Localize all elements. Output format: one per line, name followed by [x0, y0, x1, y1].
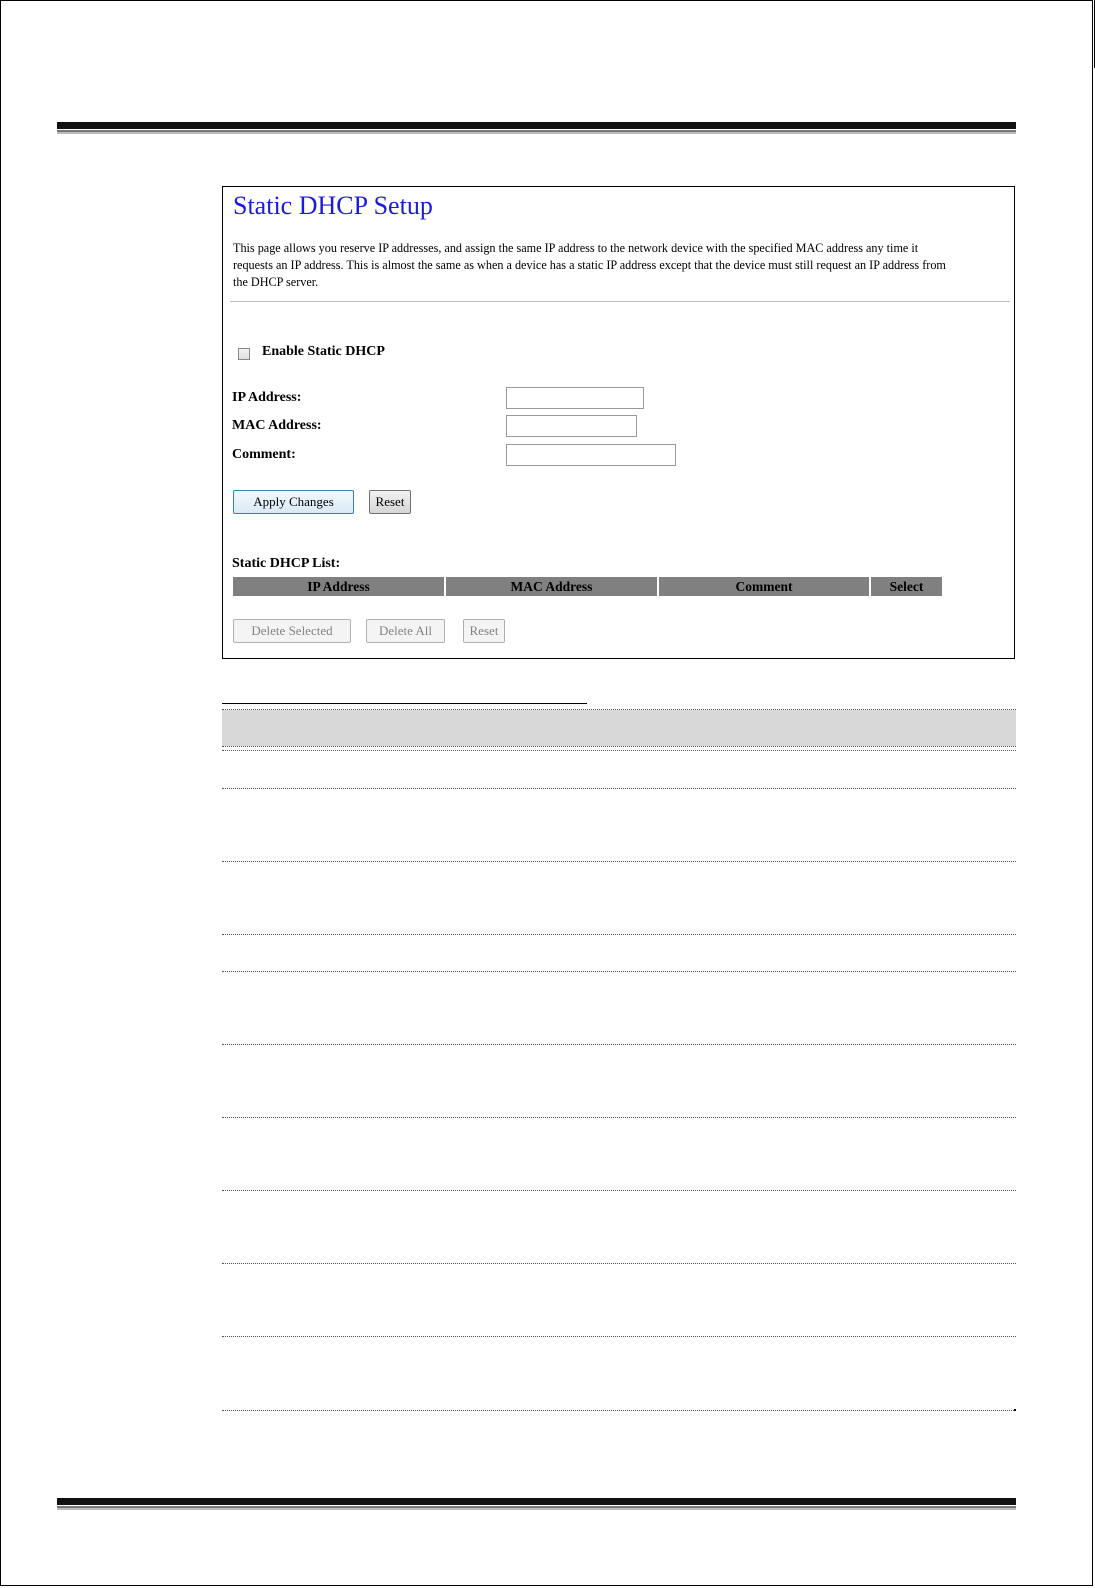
- header-rule: [57, 122, 1016, 134]
- table-rule: [222, 746, 1016, 747]
- mac-address-input[interactable]: [506, 415, 637, 437]
- page-description: [233, 240, 1008, 291]
- table-rule: [222, 971, 1016, 972]
- mac-address-label: MAC Address:: [232, 418, 322, 433]
- apply-changes-button[interactable]: Apply Changes: [233, 490, 354, 514]
- enable-static-dhcp-label: Enable Static DHCP: [262, 344, 385, 359]
- description-line: requests an IP address. This is almost the same as when a device has a static IP address except that the device must still request an IP address from: [233, 258, 946, 272]
- description-line: This page allows you reserve IP addresses, and assign the same IP address to the network device with the specified MAC address any time it: [233, 241, 919, 255]
- list-reset-button[interactable]: Reset: [463, 619, 505, 643]
- table-rule: [222, 1336, 1016, 1337]
- static-dhcp-panel: [222, 186, 1015, 659]
- table-rule: [222, 861, 1016, 862]
- ip-address-label: IP Address:: [232, 390, 302, 405]
- delete-all-button[interactable]: Delete All: [366, 619, 445, 643]
- table-rule: [222, 934, 1016, 935]
- page-title: Static DHCP Setup: [233, 191, 433, 220]
- caption-underline: [222, 703, 587, 704]
- column-header-comment: Comment: [659, 577, 869, 596]
- comment-input[interactable]: [506, 444, 676, 466]
- divider: [230, 301, 1010, 302]
- table-rule: [222, 1117, 1016, 1118]
- enable-static-dhcp-checkbox[interactable]: [238, 348, 250, 360]
- reset-button[interactable]: Reset: [369, 490, 411, 514]
- description-line: the DHCP server.: [233, 275, 319, 289]
- table-header-band: [222, 710, 1016, 746]
- static-dhcp-list-header: [233, 577, 944, 596]
- table-rule: [222, 1263, 1016, 1264]
- table-rule: [222, 1190, 1016, 1191]
- column-header-mac-address: MAC Address: [446, 577, 657, 596]
- column-header-ip-address: IP Address: [233, 577, 444, 596]
- table-rule-end: [1014, 1409, 1016, 1411]
- table-rule: [222, 788, 1016, 789]
- comment-label: Comment:: [232, 447, 296, 462]
- footer-rule: [57, 1498, 1016, 1510]
- static-dhcp-list-title: Static DHCP List:: [232, 556, 341, 571]
- table-rule: [222, 1044, 1016, 1045]
- delete-selected-button[interactable]: Delete Selected: [233, 619, 351, 643]
- ip-address-input[interactable]: [506, 387, 644, 409]
- table-rule: [222, 1410, 1016, 1411]
- column-header-select: Select: [871, 577, 942, 596]
- table-rule: [222, 750, 1016, 751]
